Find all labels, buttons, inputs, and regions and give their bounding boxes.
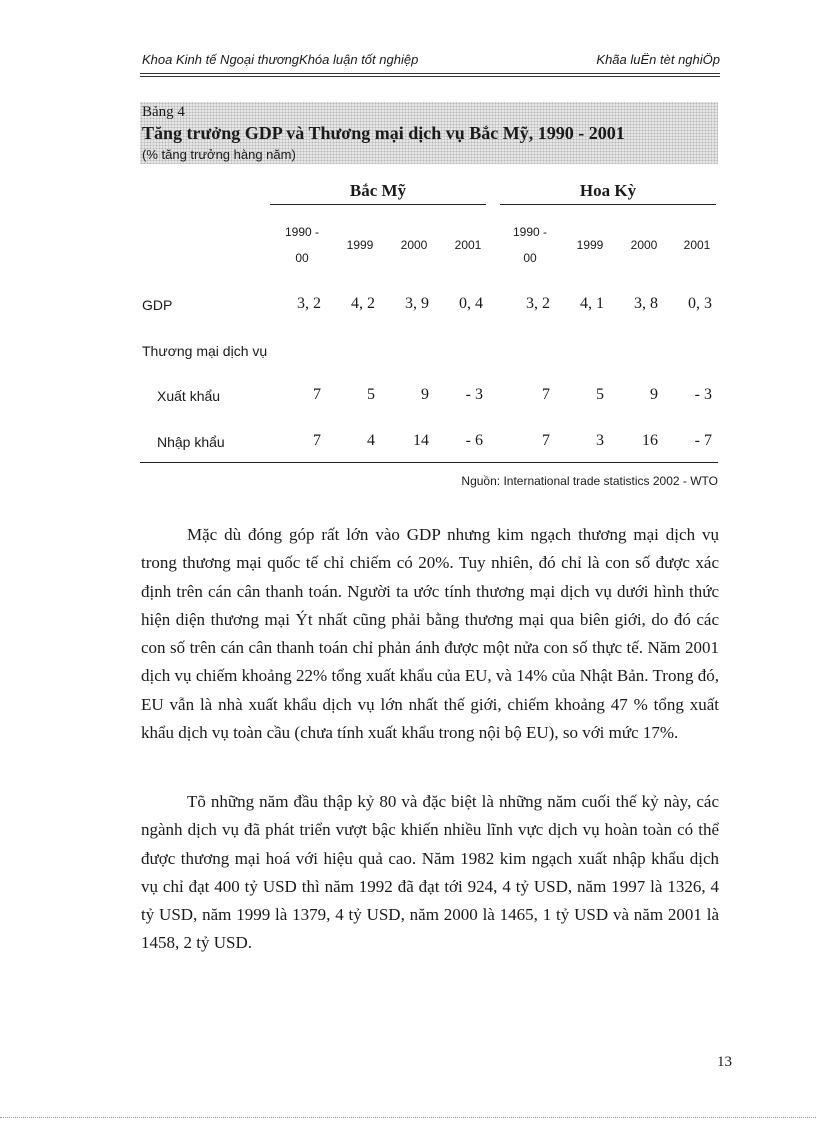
row-label-services-trade: Thương mại dịch vụ [142, 343, 268, 359]
year-header: 1999 [576, 238, 604, 252]
row-label-imports: Nhập khẩu [157, 434, 225, 450]
cell-value: - 7 [694, 432, 712, 449]
cell-value: 4 [367, 432, 375, 449]
cell-value: 4, 2 [351, 295, 375, 312]
body-paragraph-1: Mặc dù đóng góp rất lớn vào GDP nhưng kim ngạch thương mại dịch vụ trong thương mại quốc tế chỉ chiếm có 20%. Tuy nhiên, đó chỉ là con số được xác định trên cán cân thanh toán. Người ta ước tính thương mại dịch vụ dưới hình thức hiện diện thương mại Ýt nhất cũng phải bằng thương mại qua biên giới, do đó các con số trên cán cân thanh toán chỉ phản ánh được một nửa con số thực tế. Năm 2001 dịch vụ chiếm khoảng 22% tổng xuất khẩu của EU, và 14% của Nhật Bản. Trong đó, EU vẫn là nhà xuất khẩu dịch vụ lớn nhất thế giới, chiếm khoảng 47 % tổng xuất khẩu dịch vụ toàn cầu (chưa tính xuất khẩu trong nội bộ EU), so với mức 17%. [141, 525, 719, 743]
year-header: 2000 [400, 238, 428, 252]
cell-value: 3, 2 [526, 295, 550, 312]
cell-value: 7 [542, 432, 550, 449]
year-header: 1999 [346, 238, 374, 252]
cell-value: 7 [313, 386, 321, 403]
table-source: Nguồn: International trade statistics 2002 - WTO [461, 474, 718, 488]
table-title: Tăng trưởng GDP và Thương mại dịch vụ Bắc Mỹ, 1990 - 2001 [142, 123, 625, 143]
cell-value: 3, 9 [405, 295, 429, 312]
header-rule-double [140, 76, 720, 77]
year-header: 2000 [630, 238, 658, 252]
cell-value: 3 [596, 432, 604, 449]
group-rule-bac-my [270, 204, 486, 205]
row-label-exports: Xuất khẩu [157, 388, 221, 404]
header-rule [140, 73, 720, 74]
year-header: 1990 - 00 [284, 225, 320, 265]
row-label-gdp: GDP [142, 297, 173, 313]
cell-value: 16 [642, 432, 658, 449]
cell-value: 5 [596, 386, 604, 403]
year-header: 2001 [454, 238, 482, 252]
table-subtitle: (% tăng trưởng hàng năm) [142, 147, 296, 162]
header-left: Khoa Kinh tế Ngoại thươngKhóa luận tốt nghiệp [142, 52, 419, 67]
header-right: Khãa luËn tèt nghiÖp [596, 52, 720, 67]
cell-value: 7 [313, 432, 321, 449]
year-header: 2001 [683, 238, 711, 252]
cell-value: 14 [413, 432, 429, 449]
cell-value: 9 [421, 386, 429, 403]
cell-value: 0, 4 [459, 295, 483, 312]
body-paragraph-2: Tõ những năm đầu thập kỷ 80 và đặc biệt là những năm cuối thế kỷ này, các ngành dịch vụ đã phát triển vượt bậc khiến nhiều lĩnh vực dịch vụ hoàn toàn có thể được thương mại hoá với hiệu quả cao. Năm 1982 kim ngạch xuất nhập khẩu dịch vụ chỉ đạt 400 tỷ USD thì năm 1992 đã đạt tới 924, 4 tỷ USD, năm 1997 là 1326, 4 tỷ USD, năm 1999 là 1379, 4 tỷ USD, năm 2000 là 1465, 1 tỷ USD và năm 2001 là 1458, 2 tỷ USD. [141, 792, 719, 953]
year-header: 1990 - 00 [512, 225, 548, 265]
group-rule-hoa-ky [500, 204, 716, 205]
cell-value: 3, 2 [297, 295, 321, 312]
cell-value: - 3 [465, 386, 483, 403]
cell-value: 5 [367, 386, 375, 403]
cell-value: - 6 [465, 432, 483, 449]
cell-value: 7 [542, 386, 550, 403]
cell-value: 0, 3 [688, 295, 712, 312]
cell-value: - 3 [694, 386, 712, 403]
table-bottom-rule [140, 462, 718, 463]
table-label: Bảng 4 [142, 104, 185, 120]
page-bottom-rule [0, 1117, 816, 1118]
cell-value: 9 [650, 386, 658, 403]
group-header-bac-my: Bắc Mỹ [349, 181, 407, 200]
cell-value: 4, 1 [580, 295, 604, 312]
group-header-hoa-ky: Hoa Kỳ [579, 181, 637, 200]
cell-value: 3, 8 [634, 295, 658, 312]
page-number: 13 [717, 1054, 732, 1070]
